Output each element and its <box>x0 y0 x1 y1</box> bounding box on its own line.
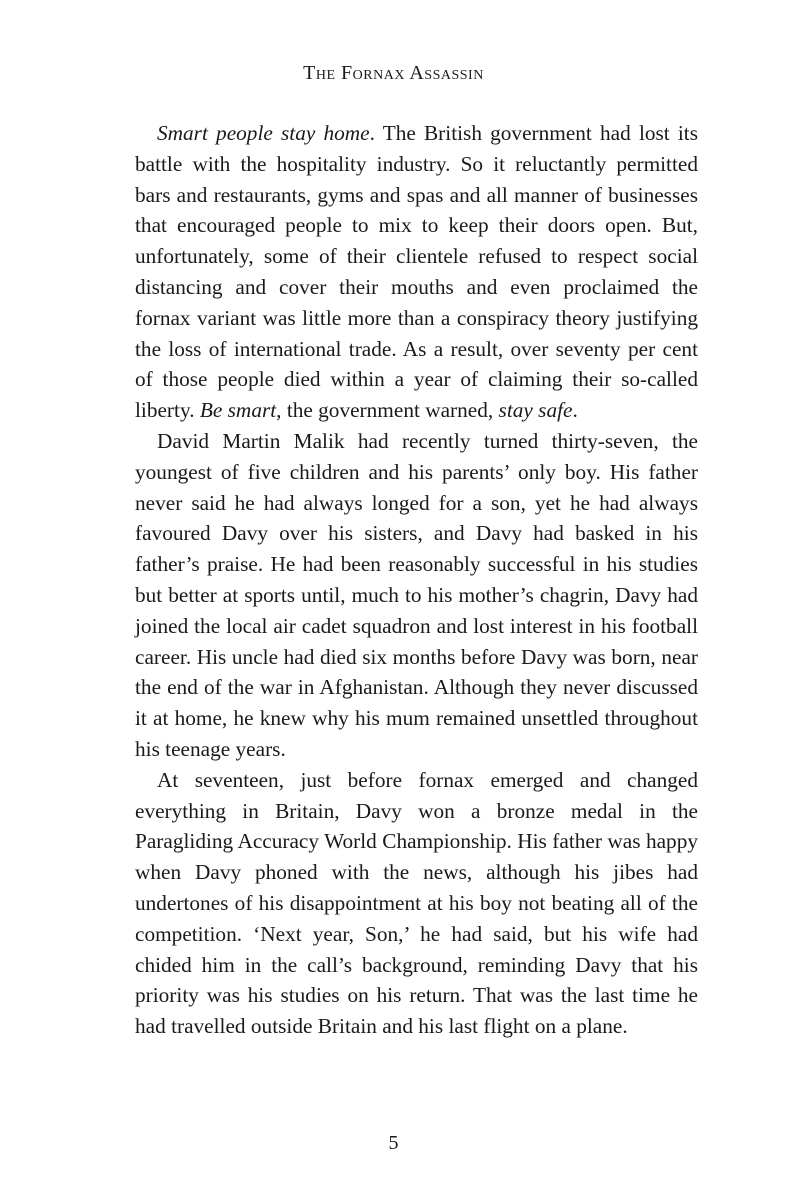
running-head: The Fornax Assassin <box>303 62 484 84</box>
text-run: , the government warned, <box>276 398 499 423</box>
text-run: David Martin Malik had recently turned thirty-seven, the youngest of five children and his parents’ only boy. His father never said he had always longed for a son, yet he had always favoured Davy over his sisters, and Davy had basked in his father’s praise. He had been reasonably successful in his studies but better at sports until, much to his mother’s chagrin, Davy had joined the local air cadet squadron and lost interest in his football career. His uncle had died six months before Davy was born, near the end of the war in Afghanistan. Although they never discussed it at home, he knew why his mum remained unsettled throughout his teenage years. <box>135 428 698 761</box>
text-run: Be smart <box>199 398 277 423</box>
paragraph-1 <box>135 118 698 426</box>
page-number: 5 <box>388 1132 399 1154</box>
paragraph-2 <box>135 426 698 765</box>
body-text <box>135 118 698 1042</box>
text-run: . The British government had lost its battle with the hospitality industry. So it reluctantly permitted bars and restaurants, gyms and spas and all manner of businesses that encouraged people to mix to keep their doors open. But, unfortunately, some of their clientele refused to respect social distancing and cover their mouths and even proclaimed the fornax variant was little more than a conspiracy theory justifying the loss of international trade. As a result, over seventy per cent of those people died within a year of claiming their so-called liberty. <box>135 121 698 423</box>
text-run: Smart people stay home <box>157 121 370 145</box>
text-run: . <box>572 398 578 423</box>
text-run: At seventeen, just before fornax emerged and changed everything in Britain, Davy won a bronze medal in the Paragliding Accuracy World Championship. His father was happy when Davy phoned with the news, although his jibes had undertones of his disappointment at his boy not beating all of the competition. ‘Next year, Son,’ he had said, but his wife had chided him in the call’s background, reminding Davy that his priority was his studies on his return. That was the last time he had travelled outside Britain and his last flight on a plane. <box>135 767 698 1039</box>
paragraph-3 <box>135 765 698 1042</box>
text-run: stay safe <box>498 398 573 423</box>
